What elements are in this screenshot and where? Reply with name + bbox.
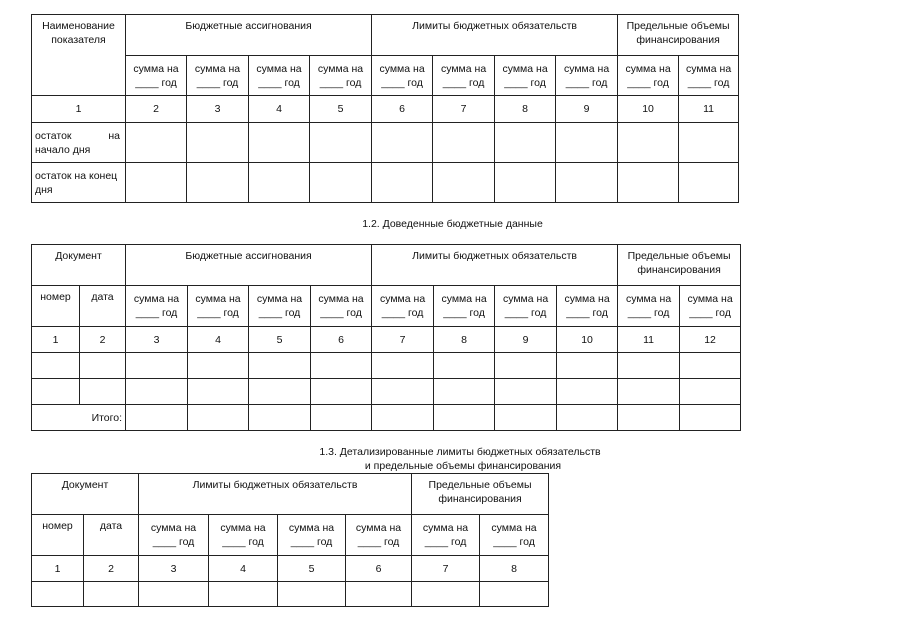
header-number: номер xyxy=(32,515,84,556)
table-cell[interactable] xyxy=(32,353,80,379)
table-detailed-limits xyxy=(31,473,549,607)
column-number: 9 xyxy=(556,96,618,123)
column-number: 3 xyxy=(187,96,249,123)
table-cell[interactable] xyxy=(249,379,311,405)
header-budget-limits: Лимиты бюджетных обязательств xyxy=(372,245,618,286)
table-cell[interactable] xyxy=(32,379,80,405)
sum-header-cell: сумма на ____ год xyxy=(618,56,679,96)
table-row xyxy=(32,379,741,405)
table-cell[interactable] xyxy=(412,582,480,607)
table-cell[interactable] xyxy=(278,582,346,607)
table-cell[interactable] xyxy=(434,405,495,431)
table-cell[interactable] xyxy=(126,405,188,431)
sum-header-cell: сумма на ____ год xyxy=(557,286,618,327)
column-number: 3 xyxy=(126,327,188,353)
table-delivered-budget-data xyxy=(31,244,741,431)
table-cell[interactable] xyxy=(372,353,434,379)
table-row xyxy=(32,123,739,163)
table-cell[interactable] xyxy=(126,163,187,203)
table-cell[interactable] xyxy=(495,163,556,203)
sum-header-cell: сумма на ____ год xyxy=(209,515,278,556)
total-label: Итого: xyxy=(32,405,126,431)
sum-header-cell: сумма на ____ год xyxy=(556,56,618,96)
table-cell[interactable] xyxy=(139,582,209,607)
table-cell[interactable] xyxy=(188,405,249,431)
table-cell[interactable] xyxy=(310,163,372,203)
table-cell[interactable] xyxy=(434,353,495,379)
column-number: 7 xyxy=(433,96,495,123)
header-budget-allocations: Бюджетные ассигнования xyxy=(126,245,372,286)
table-cell[interactable] xyxy=(618,379,680,405)
table-cell[interactable] xyxy=(372,163,433,203)
column-number: 8 xyxy=(480,556,549,582)
sum-header-cell: сумма на ____ год xyxy=(412,515,480,556)
sum-header-cell: сумма на ____ год xyxy=(188,286,249,327)
table-cell[interactable] xyxy=(209,582,278,607)
column-number: 8 xyxy=(495,96,556,123)
row-label-start-balance: остаток на начало дня xyxy=(32,123,126,163)
header-budget-allocations: Бюджетные ассигнования xyxy=(126,15,372,56)
table-cell[interactable] xyxy=(311,379,372,405)
sum-header-cell: сумма на ____ год xyxy=(249,56,310,96)
sum-header-cell: сумма на ____ год xyxy=(495,56,556,96)
column-number: 2 xyxy=(80,327,126,353)
table-cell[interactable] xyxy=(480,582,549,607)
table-cell[interactable] xyxy=(187,123,249,163)
header-document: Документ xyxy=(32,474,139,515)
table-cell[interactable] xyxy=(495,379,557,405)
column-number: 5 xyxy=(249,327,311,353)
header-indicator-name: Наименование показателя xyxy=(32,15,126,96)
header-document: Документ xyxy=(32,245,126,286)
table-cell[interactable] xyxy=(433,163,495,203)
column-number: 4 xyxy=(249,96,310,123)
sum-header-cell: сумма на ____ год xyxy=(495,286,557,327)
header-budget-limits: Лимиты бюджетных обязательств xyxy=(372,15,618,56)
table-cell[interactable] xyxy=(679,123,739,163)
column-number: 7 xyxy=(412,556,480,582)
header-date: дата xyxy=(84,515,139,556)
table-cell[interactable] xyxy=(187,163,249,203)
table-cell[interactable] xyxy=(680,405,741,431)
table-row xyxy=(32,582,549,607)
column-number: 6 xyxy=(311,327,372,353)
table-cell[interactable] xyxy=(557,379,618,405)
column-number: 4 xyxy=(188,327,249,353)
column-number-row xyxy=(32,327,741,353)
table-cell[interactable] xyxy=(249,405,311,431)
table-cell[interactable] xyxy=(433,123,495,163)
header-funding-volumes: Предельные объемы финансирования xyxy=(618,245,741,286)
sum-header-cell: сумма на ____ год xyxy=(372,286,434,327)
column-number: 6 xyxy=(346,556,412,582)
sum-header-cell: сумма на ____ год xyxy=(126,286,188,327)
column-number: 3 xyxy=(139,556,209,582)
header-funding-volumes: Предельные объемы финансирования xyxy=(412,474,549,515)
column-number-row xyxy=(32,96,739,123)
table-cell[interactable] xyxy=(495,123,556,163)
sum-header-cell: сумма на ____ год xyxy=(310,56,372,96)
table-cell[interactable] xyxy=(310,123,372,163)
column-number: 1 xyxy=(32,96,126,123)
table-cell[interactable] xyxy=(80,353,126,379)
sum-header-cell: сумма на ____ год xyxy=(126,56,187,96)
sum-header-cell: сумма на ____ год xyxy=(139,515,209,556)
table-cell[interactable] xyxy=(311,353,372,379)
table-cell[interactable] xyxy=(126,379,188,405)
table-cell[interactable] xyxy=(495,405,557,431)
table-cell[interactable] xyxy=(557,353,618,379)
sum-header-cell: сумма на ____ год xyxy=(679,56,739,96)
table-cell[interactable] xyxy=(249,163,310,203)
column-number: 9 xyxy=(495,327,557,353)
table-cell[interactable] xyxy=(372,123,433,163)
table-cell[interactable] xyxy=(434,379,495,405)
table-cell[interactable] xyxy=(495,353,557,379)
column-number: 11 xyxy=(618,327,680,353)
table-row xyxy=(32,353,741,379)
table-cell[interactable] xyxy=(680,379,741,405)
header-budget-limits: Лимиты бюджетных обязательств xyxy=(139,474,412,515)
total-row xyxy=(32,405,741,431)
table-cell[interactable] xyxy=(126,123,187,163)
table-cell[interactable] xyxy=(679,163,739,203)
sum-header-row xyxy=(32,515,549,556)
column-number: 10 xyxy=(557,327,618,353)
table-cell[interactable] xyxy=(556,163,618,203)
column-number: 10 xyxy=(618,96,679,123)
section-caption-1-2: 1.2. Доведенные бюджетные данные xyxy=(362,218,543,230)
table-cell[interactable] xyxy=(249,123,310,163)
sum-header-cell: сумма на ____ год xyxy=(433,56,495,96)
caption-line: 1.3. Детализированные лимиты бюджетных обязательств xyxy=(319,446,601,458)
column-number: 12 xyxy=(680,327,741,353)
table-row xyxy=(32,163,739,203)
header-funding-volumes: Предельные объемы финансирования xyxy=(618,15,739,56)
section-caption-1-3 xyxy=(250,445,670,473)
table-cell[interactable] xyxy=(249,353,311,379)
table-cell[interactable] xyxy=(84,582,139,607)
column-number: 2 xyxy=(126,96,187,123)
column-number-row xyxy=(32,556,549,582)
sum-header-cell: сумма на ____ год xyxy=(278,515,346,556)
table-cell[interactable] xyxy=(346,582,412,607)
column-number: 7 xyxy=(372,327,434,353)
column-number: 6 xyxy=(372,96,433,123)
sum-header-cell: сумма на ____ год xyxy=(618,286,680,327)
table-cell[interactable] xyxy=(372,405,434,431)
sum-header-row xyxy=(32,56,739,96)
table-cell[interactable] xyxy=(126,353,188,379)
table-cell[interactable] xyxy=(32,582,84,607)
sum-header-cell: сумма на ____ год xyxy=(680,286,741,327)
table-balances xyxy=(31,14,739,203)
table-cell[interactable] xyxy=(680,353,741,379)
table-cell[interactable] xyxy=(618,123,679,163)
table-cell[interactable] xyxy=(188,379,249,405)
table-cell[interactable] xyxy=(557,405,618,431)
column-number: 5 xyxy=(278,556,346,582)
table-cell[interactable] xyxy=(372,379,434,405)
column-number: 2 xyxy=(84,556,139,582)
header-number: номер xyxy=(32,286,80,327)
sum-header-cell: сумма на ____ год xyxy=(187,56,249,96)
column-number: 1 xyxy=(32,556,84,582)
table-cell[interactable] xyxy=(556,123,618,163)
table-cell[interactable] xyxy=(80,379,126,405)
sum-header-row xyxy=(32,286,741,327)
sum-header-cell: сумма на ____ год xyxy=(346,515,412,556)
column-number: 5 xyxy=(310,96,372,123)
table-cell[interactable] xyxy=(188,353,249,379)
column-number: 4 xyxy=(209,556,278,582)
column-number: 1 xyxy=(32,327,80,353)
sum-header-cell: сумма на ____ год xyxy=(249,286,311,327)
column-number: 11 xyxy=(679,96,739,123)
sum-header-cell: сумма на ____ год xyxy=(480,515,549,556)
caption-line: и предельные объемы финансирования xyxy=(364,460,562,472)
sum-header-cell: сумма на ____ год xyxy=(311,286,372,327)
table-cell[interactable] xyxy=(618,163,679,203)
table-cell[interactable] xyxy=(618,353,680,379)
sum-header-cell: сумма на ____ год xyxy=(434,286,495,327)
row-label-end-balance: остаток на конец дня xyxy=(32,163,126,203)
sum-header-cell: сумма на ____ год xyxy=(372,56,433,96)
table-cell[interactable] xyxy=(311,405,372,431)
header-date: дата xyxy=(80,286,126,327)
column-number: 8 xyxy=(434,327,495,353)
table-cell[interactable] xyxy=(618,405,680,431)
